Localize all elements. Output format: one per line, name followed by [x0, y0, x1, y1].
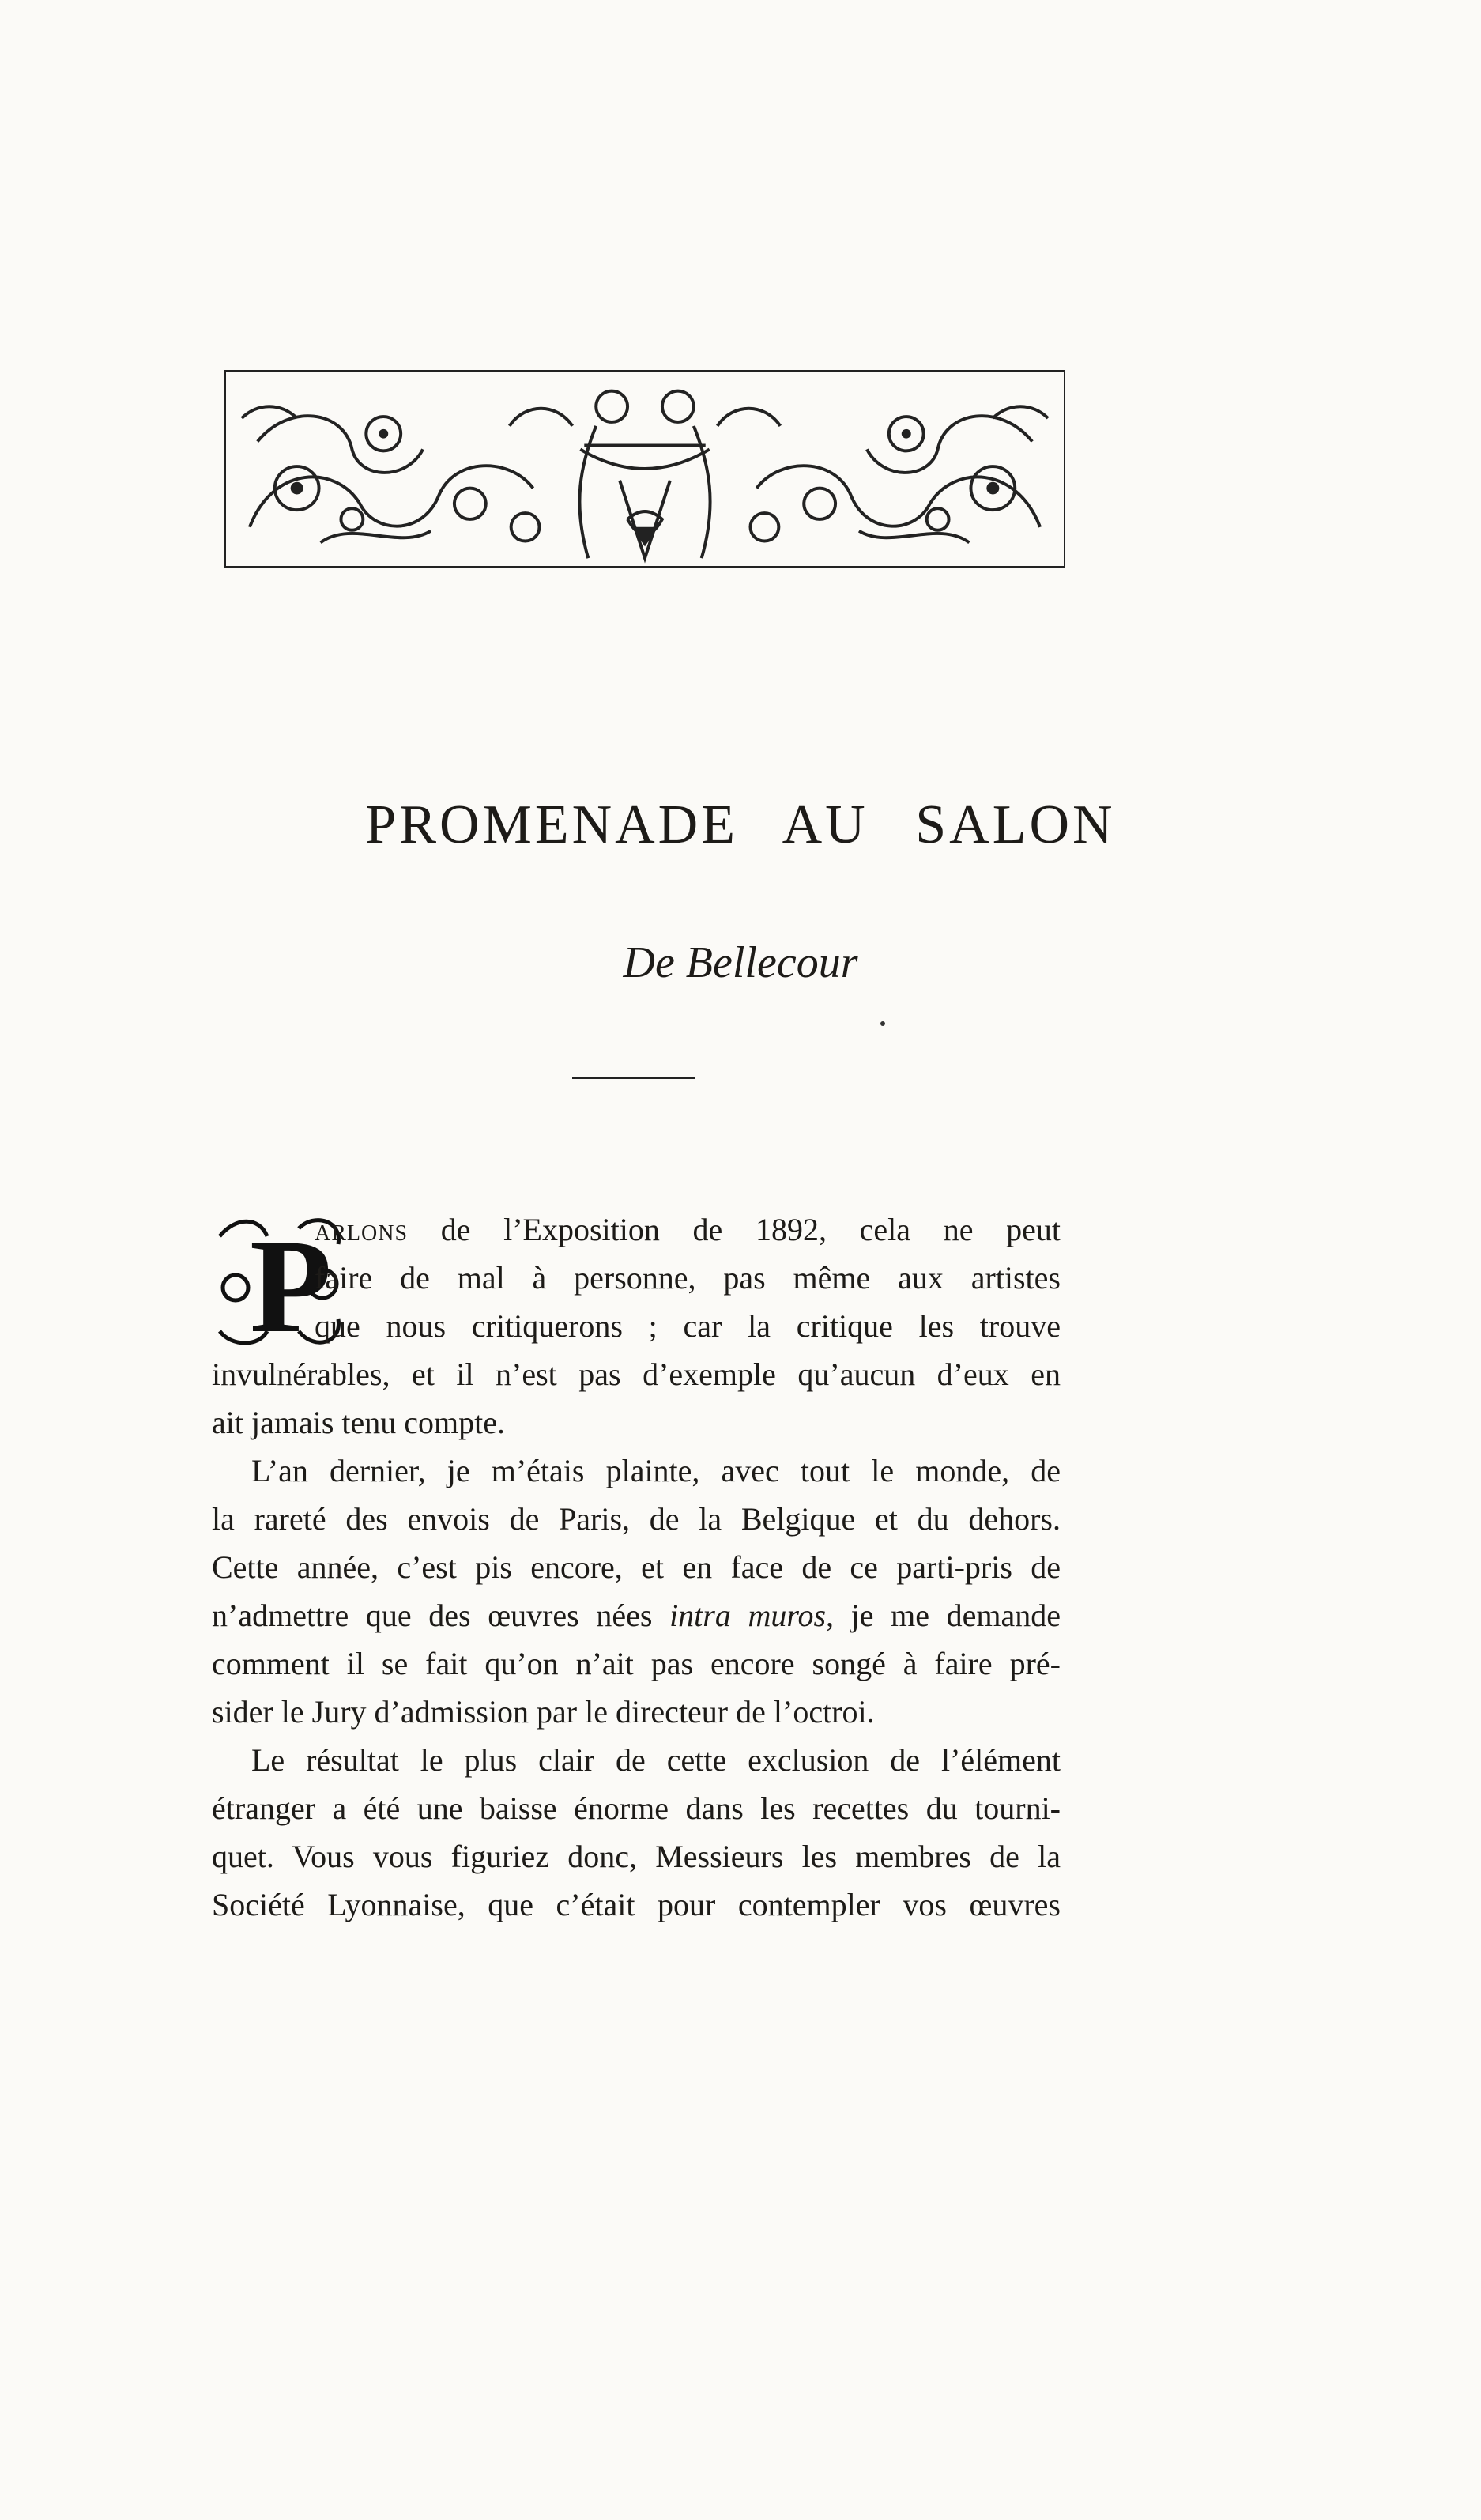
text-line: Le résultat le plus clair de cette exclusion de l’élément: [251, 1742, 1061, 1778]
ornamental-headpiece: [224, 370, 1065, 568]
text-line: comment il se fait qu’on n’ait pas encore songé à faire pré-: [212, 1646, 1061, 1681]
text-line: invulnérables, et il n’est pas d’exemple qu’aucun d’eux en: [212, 1356, 1061, 1392]
print-speck: [880, 1021, 885, 1026]
text-line: faire de mal à personne, pas même aux artistes: [315, 1260, 1061, 1296]
paragraph-2: [212, 1447, 1061, 1736]
text-span: de l’Exposition de 1892, cela ne peut: [408, 1212, 1061, 1247]
drop-cap-letter: P: [250, 1213, 332, 1350]
title-divider: [572, 1077, 695, 1079]
text-line: Société Lyonnaise, que c’était pour contempler vos œuvres: [212, 1887, 1061, 1922]
text-span: n’admettre que des œuvres nées: [212, 1598, 670, 1633]
italic-phrase: intra muros: [669, 1598, 827, 1633]
text-line: que nous critiquerons ; car la critique les trouve: [315, 1308, 1061, 1344]
text-line: [212, 1205, 1061, 1254]
text-line: étranger a été une baisse énorme dans les recettes du tourni-: [212, 1790, 1061, 1826]
text-line: sider le Jury d’admission par le directeur de l’octroi.: [212, 1694, 875, 1730]
page-subtitle: De Bellecour: [623, 938, 858, 987]
text-span: , je me demande: [826, 1598, 1061, 1633]
lead-word: arlons: [315, 1212, 409, 1247]
ornament-illustration: [226, 372, 1064, 566]
page-title: PROMENADE AU SALON: [365, 794, 1116, 855]
paragraph-3: [212, 1736, 1061, 1929]
text-line: la rareté des envois de Paris, de la Belgique et du dehors.: [212, 1501, 1061, 1537]
text-line: [212, 1591, 1061, 1639]
text-line: quet. Vous vous figuriez donc, Messieurs les membres de la: [212, 1839, 1061, 1874]
text-line: Cette année, c’est pis encore, et en face de ce parti-pris de: [212, 1549, 1061, 1585]
text-line: ait jamais tenu compte.: [212, 1405, 505, 1440]
paragraph-1: [212, 1205, 1061, 1447]
text-line: L’an dernier, je m’étais plainte, avec tout le monde, de: [251, 1453, 1061, 1488]
